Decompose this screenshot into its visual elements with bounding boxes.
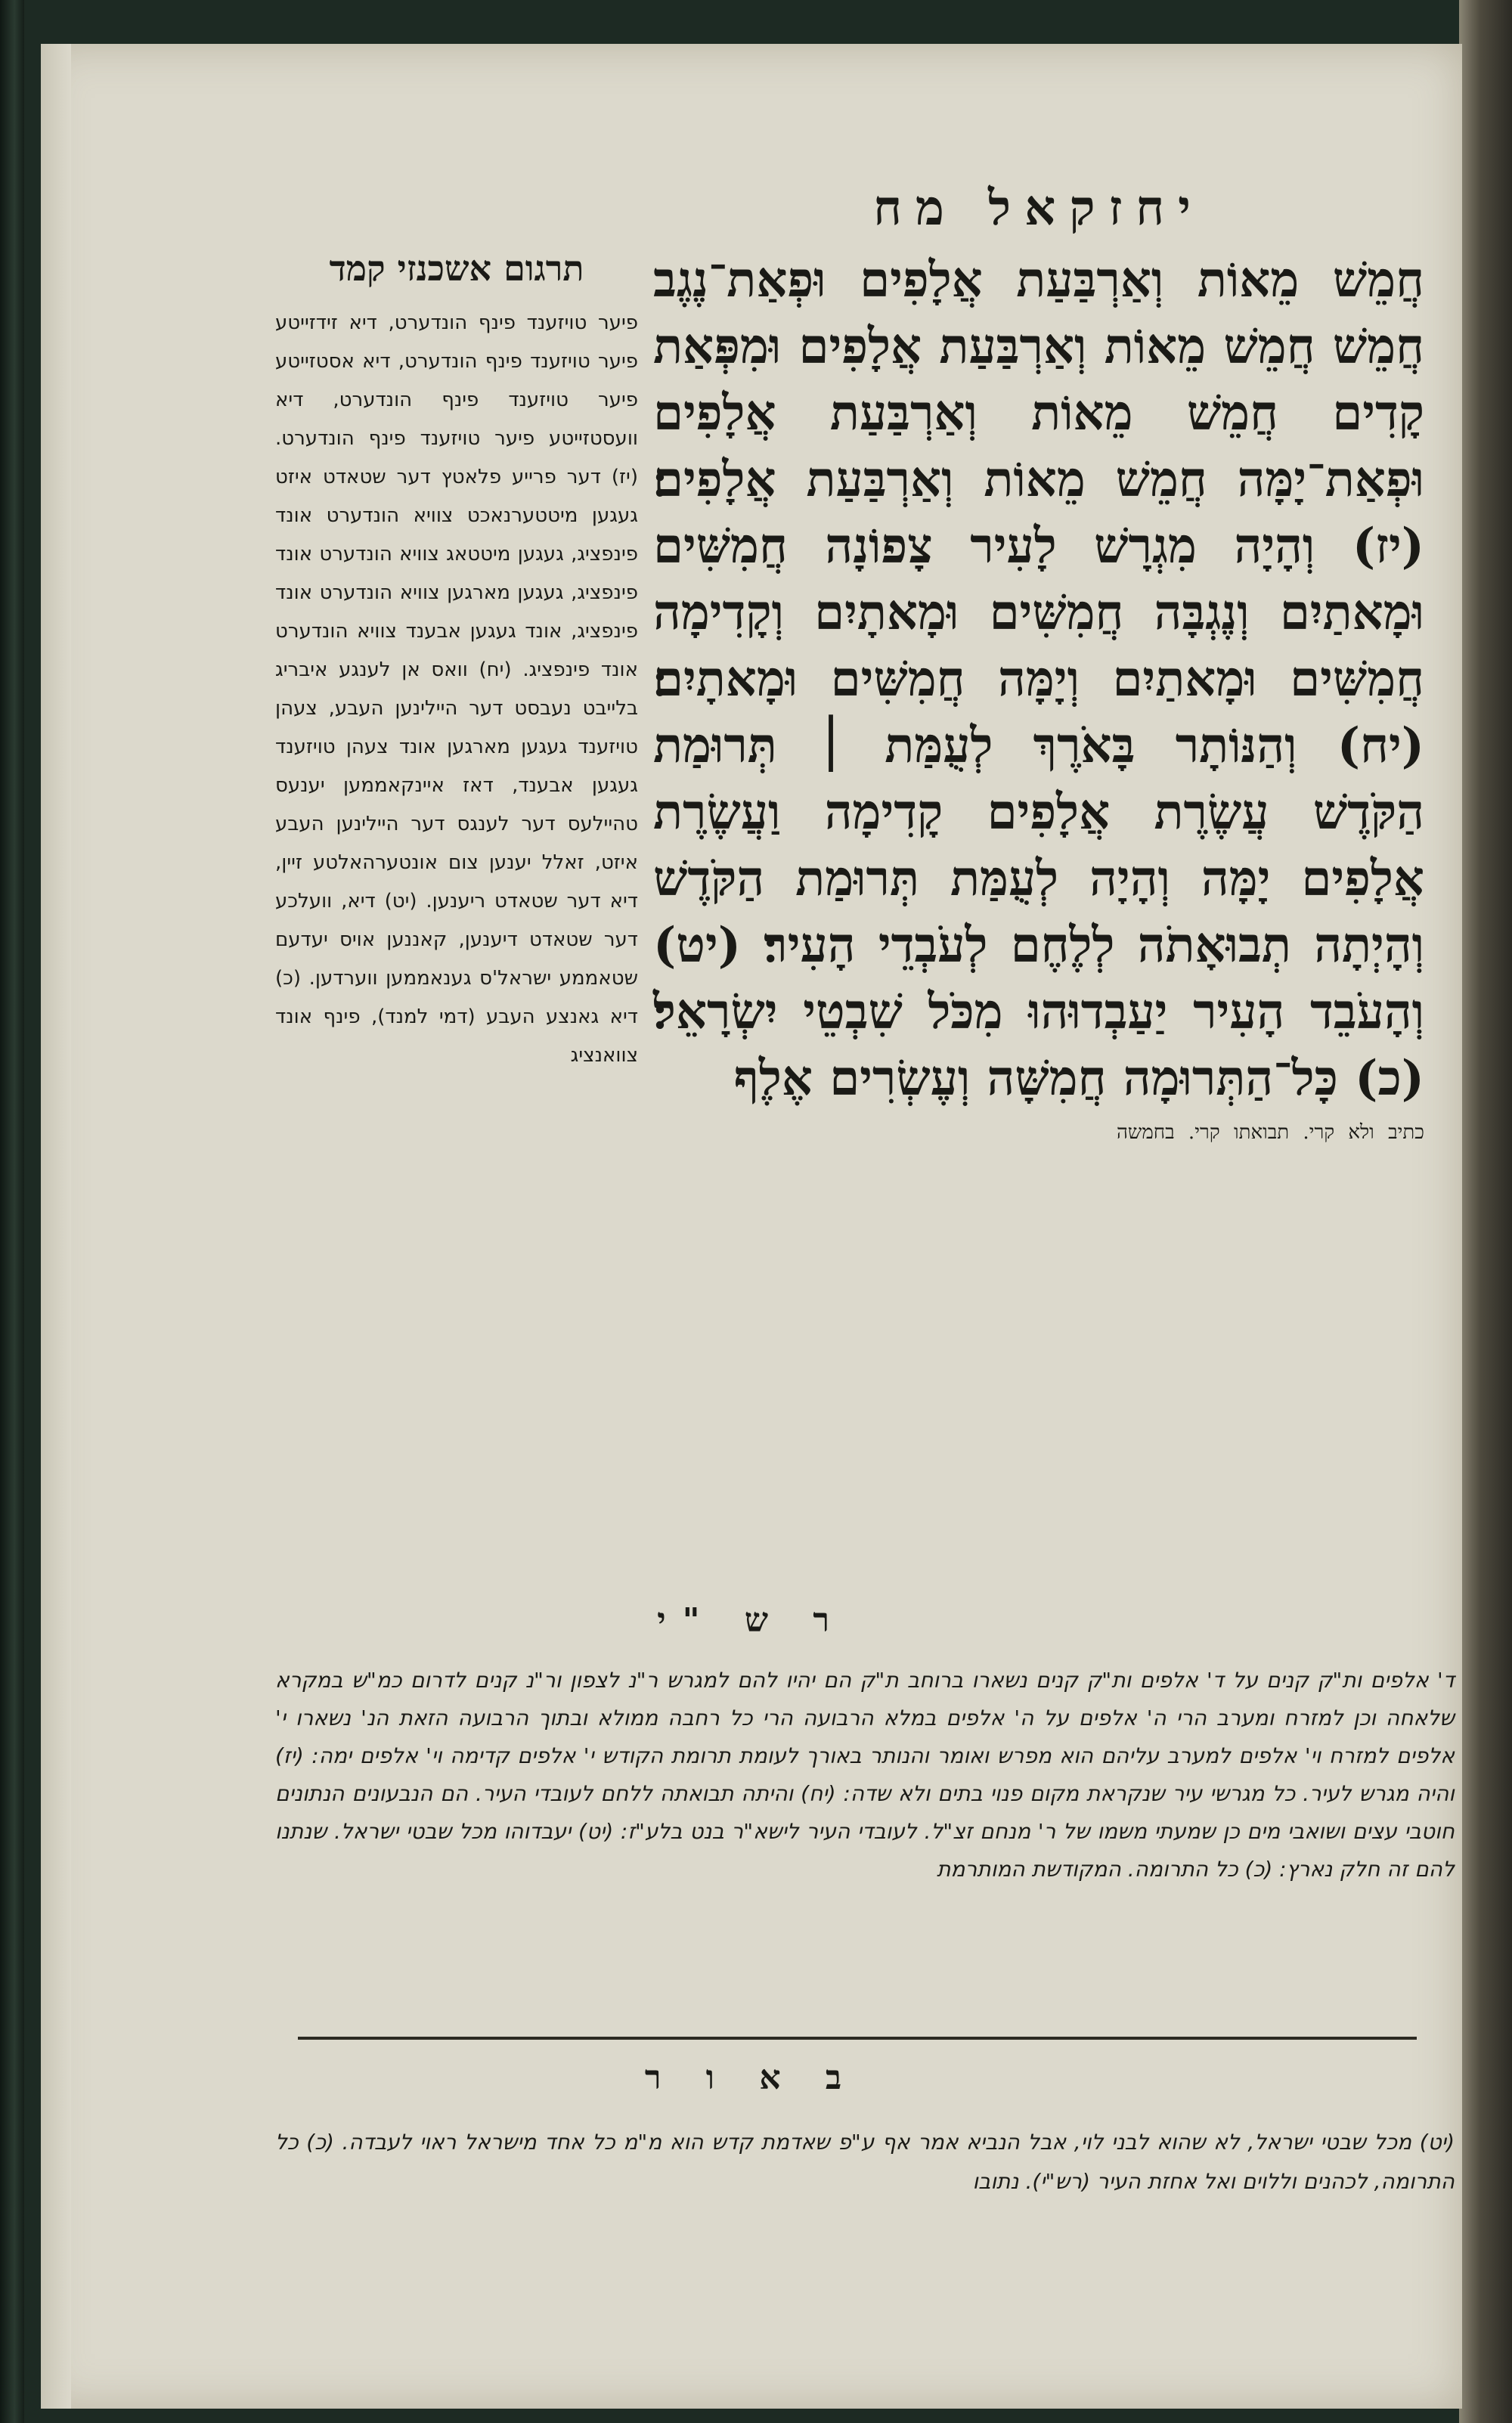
rashi-commentary: ד' אלפים ות"ק קנים על ד' אלפים ות"ק קנים נשארו ברוחב ת"ק הם יהיו להם למגרש ר"נ לצפון ור"נ קנים לדרום כמ"ש במקרא שלאחה וכן למזרח ומערב הרי ה' אלפים על ה' אלפים במלא הרבועה הרי כל רחבה ממולא ובתוך הרבועה הזאת הנ' נשארו י' אלפים למזרח וי' אלפים למערב עליהם הוא מפרש ואומר והנותר באורך לעומת תרומת הקודש י' אלפים קדימה וי' אלפים ימה: (יז) והיה מגרש לעיר. כל מגרשי עיר שנקראת מקום פנוי בתים ולא שדה: (יח) והיתה תבואתה ללחם לעובדי העיר. הם הנבעונים הנתונים חוטבי עצים ושואבי מים כן שמעתי משמו של ר' מנחם זצ"ל. לעובדי העיר לישא"ר בנט בלע"ז: (יט) יעבדוהו מכל שבטי ישראל. שנתנו להם זה חלק נארץ: (כ) כל התרומה. המקודשת המותרמת: [275, 1668, 1455, 1882]
rashi-heading: ר ש "י: [657, 1601, 846, 1640]
targum-title: תרגום אשכנזי קמד: [329, 248, 584, 289]
targum-text: פיער טויזענד פינף הונדערט, דיא זידזייטע פיער טויזענד פינף הונדערט, דיא אסטזייטע פיער טויזענד פינף הונדערט, דיא וועסטזייטע פיער טויזענד פינף הונדערט. (יז) דער פרייע פלאטץ דער שטאדט איזט געגען מיטטערנאכט צוויא הונדערט אונד פינפציג, געגען מיטטאג צוויא הונדערט אונד פינפציג, געגען מארגען צוויא הונדערט אונד פינפציג, אונד געגען אבענד צוויא הונדערט אונד פינפציג. (יח) וואס אן לענגע איבריג בלייבט נעבסט דער היילינען העבע, צעהן טויזענד געגען מארגען אונד צעהן טויזענד געגען אבענד, דאז איינקאממען יענעס טהיילעס דער לענגס דער היילינען העבע איזט, זאלל יענען צום אונטערהאלטע זיין, דיא דער שטאדט ריענען. (יט) דיא, וועלכע דער שטאדט דיענען, קאננען אויס יעדעם שטאממע ישראל'ס גענאממען ווערדען. (כ) דיא גאנצע העבע (דמי למנד), פינף אונד צוואנציג: [275, 311, 638, 1067]
biur-heading: ב א ו ר: [644, 2059, 859, 2097]
section-divider: [298, 2037, 1417, 2040]
scripture-text: חֲמֵשׁ מֵאוֹת וְאַרְבַּעַת אֲלָפִים וּפְאַת־נֶגֶב חֲמֵשׁ חֲמֵשׁ מֵאוֹת וְאַרְבַּעַת אֲלָפִים וּמִפְּאַת קָדִים חֲמֵשׁ מֵאוֹת וְאַרְבַּעַת אֲלָפִים וּפְאַת־יָמָּה חֲמֵשׁ מֵאוֹת וְאַרְבַּעַת אֲלָפִים׃ (יז) וְהָיָה מִגְרָשׁ לָעִיר צָפוֹנָה חֲמִשִּׁים וּמָאתַיִם וְנֶגְבָּה חֲמִשִּׁים וּמָאתָיִם וְקָדִימָה חֲמִשִּׁים וּמָאתַיִם וְיָמָּה חֲמִשִּׁים וּמָאתָיִם׃ (יח) וְהַנּוֹתָר בָּאֹרֶךְ לְעֻמַּת ׀ תְּרוּמַת הַקֹּדֶשׁ עֲשֶׂרֶת אֲלָפִים קָדִימָה וַעֲשֶׂרֶת אֲלָפִים יָמָּה וְהָיָה לְעֻמַּת תְּרוּמַת הַקֹּדֶשׁ וְהָיְתָה תְבוּאָתֹה לְלֶחֶם לְעֹבְדֵי הָעִיר׃ (יט) וְהָעֹבֵד הָעִיר יַעַבְדוּהוּ מִכֹּל שִׁבְטֵי יִשְׂרָאֵל׃ (כ) כָּל־הַתְּרוּמָה חֲמִשָּׁה וְעֶשְׂרִים אֶלֶף: [653, 252, 1424, 1107]
marginal-notes: כתיב ולא קרי. תבואתו קרי. בחמשה: [1116, 1121, 1424, 1144]
targum-column: [275, 248, 638, 1075]
biur-commentary: (יט) מכל שבטי ישראל, לא שהוא לבני לוי, אבל הנביא אמר אף ע"פ שאדמת קדש הוא מ"מ כל אחד מישראל ראוי לעבדה. (כ) כל התרומה, לכהנים וללוים ואל אחזת העיר (רש"י). נתובו: [275, 2130, 1455, 2194]
scripture-column: [653, 180, 1424, 1144]
book-right-edge: [1459, 0, 1512, 2423]
book-spine-edge: [0, 0, 24, 2423]
book-page: [41, 44, 1462, 2409]
page-gutter-shadow: [41, 44, 71, 2409]
chapter-title: יחזקאל מח: [873, 180, 1204, 237]
